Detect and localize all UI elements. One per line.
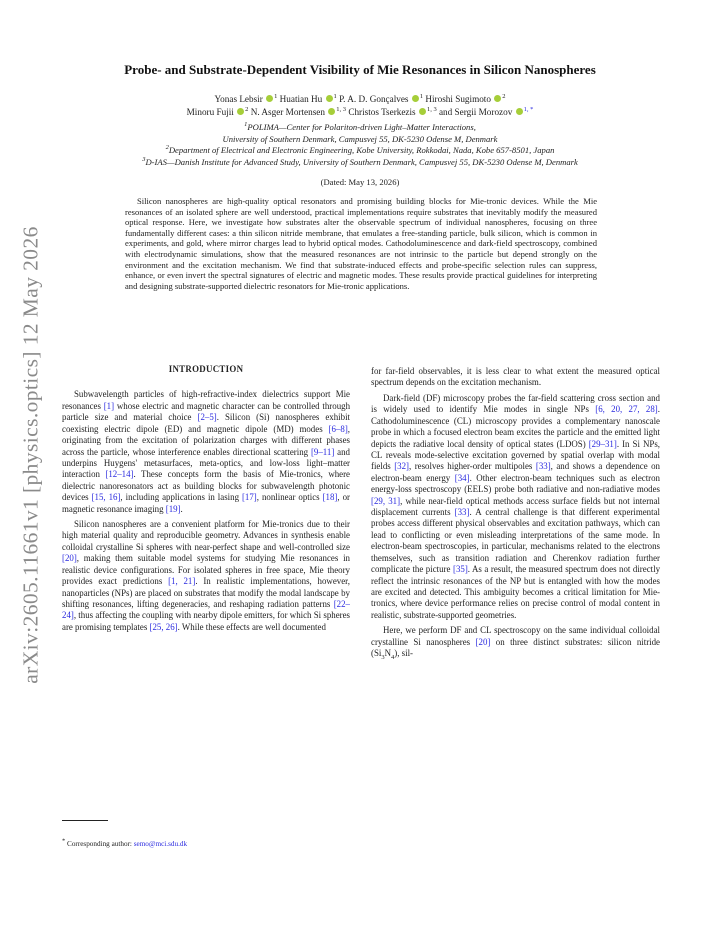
subscript: 4 (391, 653, 395, 661)
citation-link[interactable]: [34] (454, 472, 470, 483)
author-name: Yonas Lebsir (214, 94, 263, 104)
footnote-rule (62, 820, 108, 821)
intro-paragraph-1: Subwavelength particles of high-refractive-index dielectrics support Mie resonances [1] whose electric and magnetic character can be controlled through particle size and material choice [2–5]. Silicon (Si) nanospheres exhibit coexisting electric dipole (ED) and magnetic dipole (MD) modes [6–8], originating from the excitation of polarization charges with different phases across the particle, whose interference enables directional scattering [9–11] and underpins Huygens' metasurfaces, meta-optics, and low-loss light–matter interaction [12–14]. These concepts form the basis of Mie-tronics, where dielectric nanoresonators act as building blocks for subwavelength photonic devices [15, 16], including applications in lasing [17], nonlinear optics [18], or magnetic resonance imaging [19]. (62, 389, 351, 514)
affiliation-1-address: University of Southern Denmark, Campusvej 55, DK-5230 Odense M, Denmark (222, 133, 498, 144)
citation-link[interactable]: [32] (394, 461, 409, 472)
intro-paragraph-2-continued: for far-field observables, it is less clear to what extent the measured optical spectrum depends on the excitation mechanism. (371, 366, 660, 388)
citation-link[interactable]: [6–8] (328, 423, 348, 434)
author-affil-mark: 2 (245, 105, 249, 113)
affiliation-number: 1 (244, 121, 248, 129)
author-affil-mark: 1, 3 (336, 105, 347, 113)
affiliation-1 (0, 122, 720, 134)
citation-link[interactable]: [20] (62, 553, 77, 564)
column-right (371, 366, 660, 667)
citation-link[interactable]: [12–14] (105, 469, 134, 480)
orcid-icon[interactable] (266, 95, 273, 102)
author-affil-mark: 1 (419, 92, 424, 100)
paper-title: Probe- and Substrate-Dependent Visibility of Mie Resonances in Silicon Nanospheres (124, 62, 596, 77)
author-name: Hiroshi Sugimoto (425, 94, 491, 104)
abstract-text: Silicon nanospheres are high-quality optical resonators and promising building blocks for Mie-tronic devices. While the Mie resonances of an isolated sphere are well understood, practical implementations require substrates that inevitably modify the measured optical response. Here, we investigate how substrates alter the observable spectrum of individual nanospheres, focusing on three fundamentally different cases: a thin silicon nitride membrane, that emulates a free-standing particle, bulk silicon, which is common in experiments, and gold, where mirror charges lead to hybrid optical modes. Cathodoluminescence and dark-field spectroscopy, combined with electrodynamic simulations, show that the measured resonances are not intrinsic to the particle but depend strongly on the environment and the excitation mechanism. We find that substrate-induced effects and probe-specific selection rules can suppress, enhance, or even invert the spectral signatures of electric and magnetic modes. These results provide practical guidelines for interpreting and designing substrate-supported dielectric resonators for Mie-tronic applications. (125, 196, 597, 291)
arxiv-identifier-text: arXiv:2605.11661v1 [physics.optics] 12 May 2026 (18, 226, 43, 684)
orcid-icon[interactable] (516, 108, 523, 115)
citation-link[interactable]: [1, 21] (168, 576, 196, 587)
citation-link[interactable]: [19] (165, 503, 181, 514)
orcid-icon[interactable] (494, 95, 501, 102)
author-name: N. Asger Mortensen (250, 107, 325, 117)
affiliations (0, 122, 720, 168)
orcid-icon[interactable] (412, 95, 419, 102)
author-affil-mark: 2 (502, 92, 506, 100)
orcid-icon[interactable] (237, 108, 244, 115)
citation-link[interactable]: [29, 31] (371, 495, 401, 506)
author-line-1 (0, 93, 720, 106)
citation-link[interactable]: [15, 16] (91, 492, 121, 503)
orcid-icon[interactable] (328, 108, 335, 115)
footnote-label: Corresponding author: (65, 840, 134, 848)
citation-link[interactable]: [35] (452, 564, 468, 575)
orcid-icon[interactable] (419, 108, 426, 115)
author-name: Huatian Hu (279, 94, 323, 104)
author-affil-mark[interactable]: 1, * (523, 105, 534, 113)
subscript: 3 (381, 653, 385, 661)
citation-link[interactable]: [17] (241, 492, 257, 503)
affiliation-2 (0, 145, 720, 157)
author-line-2 (0, 106, 720, 119)
author-name: P. A. D. Gonçalves (339, 94, 409, 104)
author-affil-mark: 1 (274, 92, 278, 100)
citation-link[interactable]: [20] (475, 636, 491, 647)
orcid-icon[interactable] (326, 95, 333, 102)
citation-link[interactable]: [1] (103, 400, 115, 411)
citation-link[interactable]: [22–24] (62, 599, 350, 621)
citation-link[interactable]: [9–11] (310, 446, 335, 457)
intro-paragraph-4: Here, we perform DF and CL spectroscopy on the same individual colloidal crystalline Si nanospheres [20] on three distinct substrates: silicon nitride $(Si_3N_4)$, sil- (371, 625, 661, 661)
citation-link[interactable]: [25, 26] (149, 621, 178, 632)
affiliation-number: 3 (142, 155, 146, 163)
abstract (125, 196, 597, 291)
affiliation-number: 2 (165, 144, 169, 152)
affiliation-text: Department of Electrical and Electronic Engineering, Kobe University, Rokkodai, Nada, Kobe 657-8501, Japan (168, 145, 555, 156)
author-conjunction: and (438, 107, 453, 117)
column-left (62, 364, 350, 637)
citation-link[interactable]: [29–31] (588, 438, 617, 449)
footnote (62, 837, 350, 848)
arxiv-identifier-stamp (16, 226, 46, 684)
intro-paragraph-2: Silicon nanospheres are a convenient platform for Mie-tronics due to their high material quality and reproducible geometry. Advances in synthesis enable colloidal crystalline Si spheres with near-perfect shape and well-controlled size [20], making them suitable model systems for studying Mie resonances in realistic device configurations. For isolated spheres in free space, Mie theory provides exact predictions [1, 21]. In realistic implementations, however, nanoparticles (NPs) are placed on substrates that modify the modal landscape by shifting resonances, lifting degeneracies, and reshaping radiation patterns [22–24], thus affecting the coupling with nearby dipole emitters, for which Si spheres are promising templates [25, 26]. While these effects are well documented (62, 519, 350, 632)
corresponding-author-email-link[interactable]: semo@mci.sdu.dk (133, 840, 188, 848)
section-heading-introduction: INTRODUCTION (168, 364, 244, 374)
affiliation-text: POLIMA—Center for Polariton-driven Light–Matter Interactions, (247, 122, 476, 132)
footnote-mark: * (62, 837, 66, 845)
author-name: Minoru Fujii (186, 107, 234, 117)
citation-link[interactable]: [33] (535, 461, 551, 472)
citation-link[interactable]: [6, 20, 27, 28] (595, 404, 658, 415)
citation-link[interactable]: [33] (454, 507, 470, 518)
citation-link[interactable]: [18] (322, 492, 338, 503)
affiliation-3 (0, 157, 720, 169)
intro-paragraph-3: Dark-field (DF) microscopy probes the far-field scattering cross section and is widely used to identify Mie modes in single NPs [6, 20, 27, 28]. Cathodoluminescence (CL) microscopy provides a complementary nanoscale probe in which a focused electron beam excites the particle and the emitted light depicts the radiative local density of optical states (LDOS) [29–31]. In Si NPs, CL reveals mode-selective excitation governed by spatial overlap with modal fields [32], resolves higher-order multipoles [33], and shows a dependence on electron-beam energy [34]. Other electron-beam techniques such as electron energy-loss spectroscopy (EELS) probe both radiative and non-radiative modes [29, 31], while near-field optical methods access surface fields but not internal displacement currents [33]. A central challenge is that different experimental probes access different physical observables and excitation pathways, which can lead to conflicting or even misleading interpretations of the same mode. In electron-beam spectroscopies, in particular, mechanisms related to the electrons themselves, such as transition radiation and Cherenkov radiation further complicate the picture [35]. As a result, the measured spectrum does not directly reflect the intrinsic resonances of the NP but is entangled with how the modes are excited and detected. This ambiguity becomes a critical limitation for Mie-tronics, where device performance relies on precise control of modal content in realistic, substrate-supported geometries. (371, 392, 661, 620)
dated-line: (Dated: May 13, 2026) (320, 177, 400, 187)
author-name: Sergii Morozov (454, 107, 513, 117)
affiliation-text: D-IAS—Danish Institute for Advanced Study, University of Southern Denmark, Campusvej 55, DK-5230 Odense M, Denmark (145, 156, 578, 167)
author-affil-mark: 1, 3 (426, 105, 437, 113)
author-name: Christos Tserkezis (348, 107, 416, 117)
author-list (0, 93, 720, 119)
author-affil-mark: 1 (333, 92, 337, 100)
citation-link[interactable]: [2–5] (197, 412, 217, 423)
